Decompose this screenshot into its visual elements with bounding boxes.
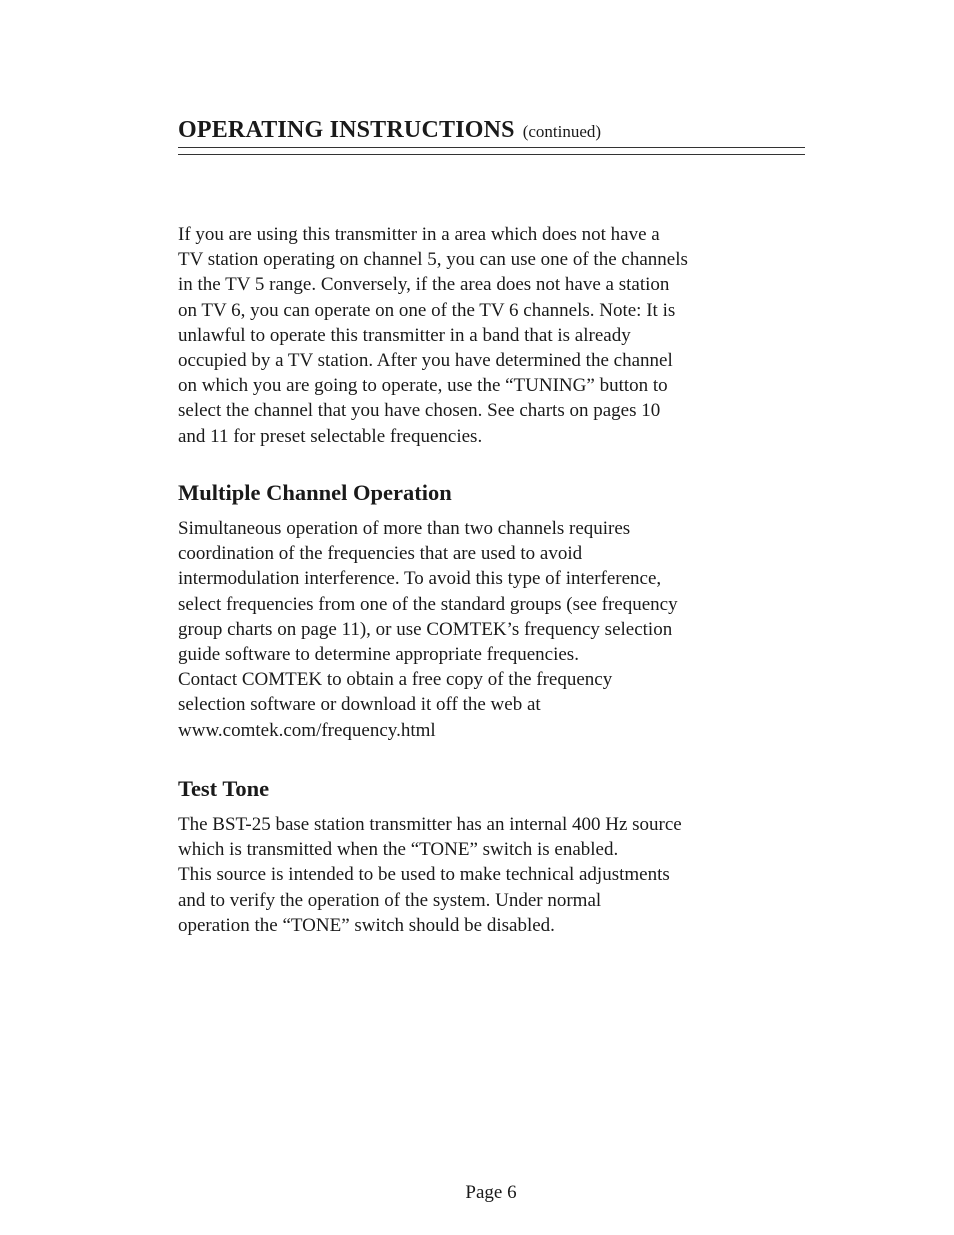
section-body-multiple-channel: Simultaneous operation of more than two channels requires coordination of the frequencies that are used to avoid intermodulation interference. To avoid this type of interference, select frequencies from one of the standard groups (see frequency group charts on page 11), or use COMTEK’s frequency selection guide software to determine appropriate frequencies. Contact COMTEK to obtain a free copy of the frequency selection software or download it off the web at www.comtek.com/frequency.html [178, 518, 678, 741]
section-heading-test-tone: Test Tone [178, 776, 270, 801]
section-heading-multiple-channel: Multiple Channel Operation [178, 480, 452, 505]
section-body-test-tone: The BST-25 base station transmitter has an internal 400 Hz source which is transmitted when the “TONE” switch is enabled. This source is intended to be used to make technical adjustments and to verify the operation of the system. Under normal operation the “TONE” switch should be disabled. [178, 814, 682, 936]
header-rule-bottom [178, 154, 805, 155]
page-header [178, 114, 805, 146]
page-subtitle: (continued) [522, 122, 602, 141]
page-title: OPERATING INSTRUCTIONS [178, 117, 515, 143]
header-rule-top [178, 147, 805, 148]
page-footer [0, 1180, 954, 1205]
page-number: Page 6 [465, 1182, 517, 1203]
intro-paragraph: If you are using this transmitter in a area which does not have a TV station operating on channel 5, you can use one of the channels in the TV 5 range. Conversely, if the area does not have a station on TV 6, you can operate on one of the TV 6 channels. Note: It is unlawful to operate this transmitter in a band that is already occupied by a TV station. After you have determined the channel on which you are going to operate, use the “TUNING” button to select the channel that you have chosen. See charts on pages 10 and 11 for preset selectable frequencies. [178, 224, 688, 447]
header-line [178, 114, 805, 146]
